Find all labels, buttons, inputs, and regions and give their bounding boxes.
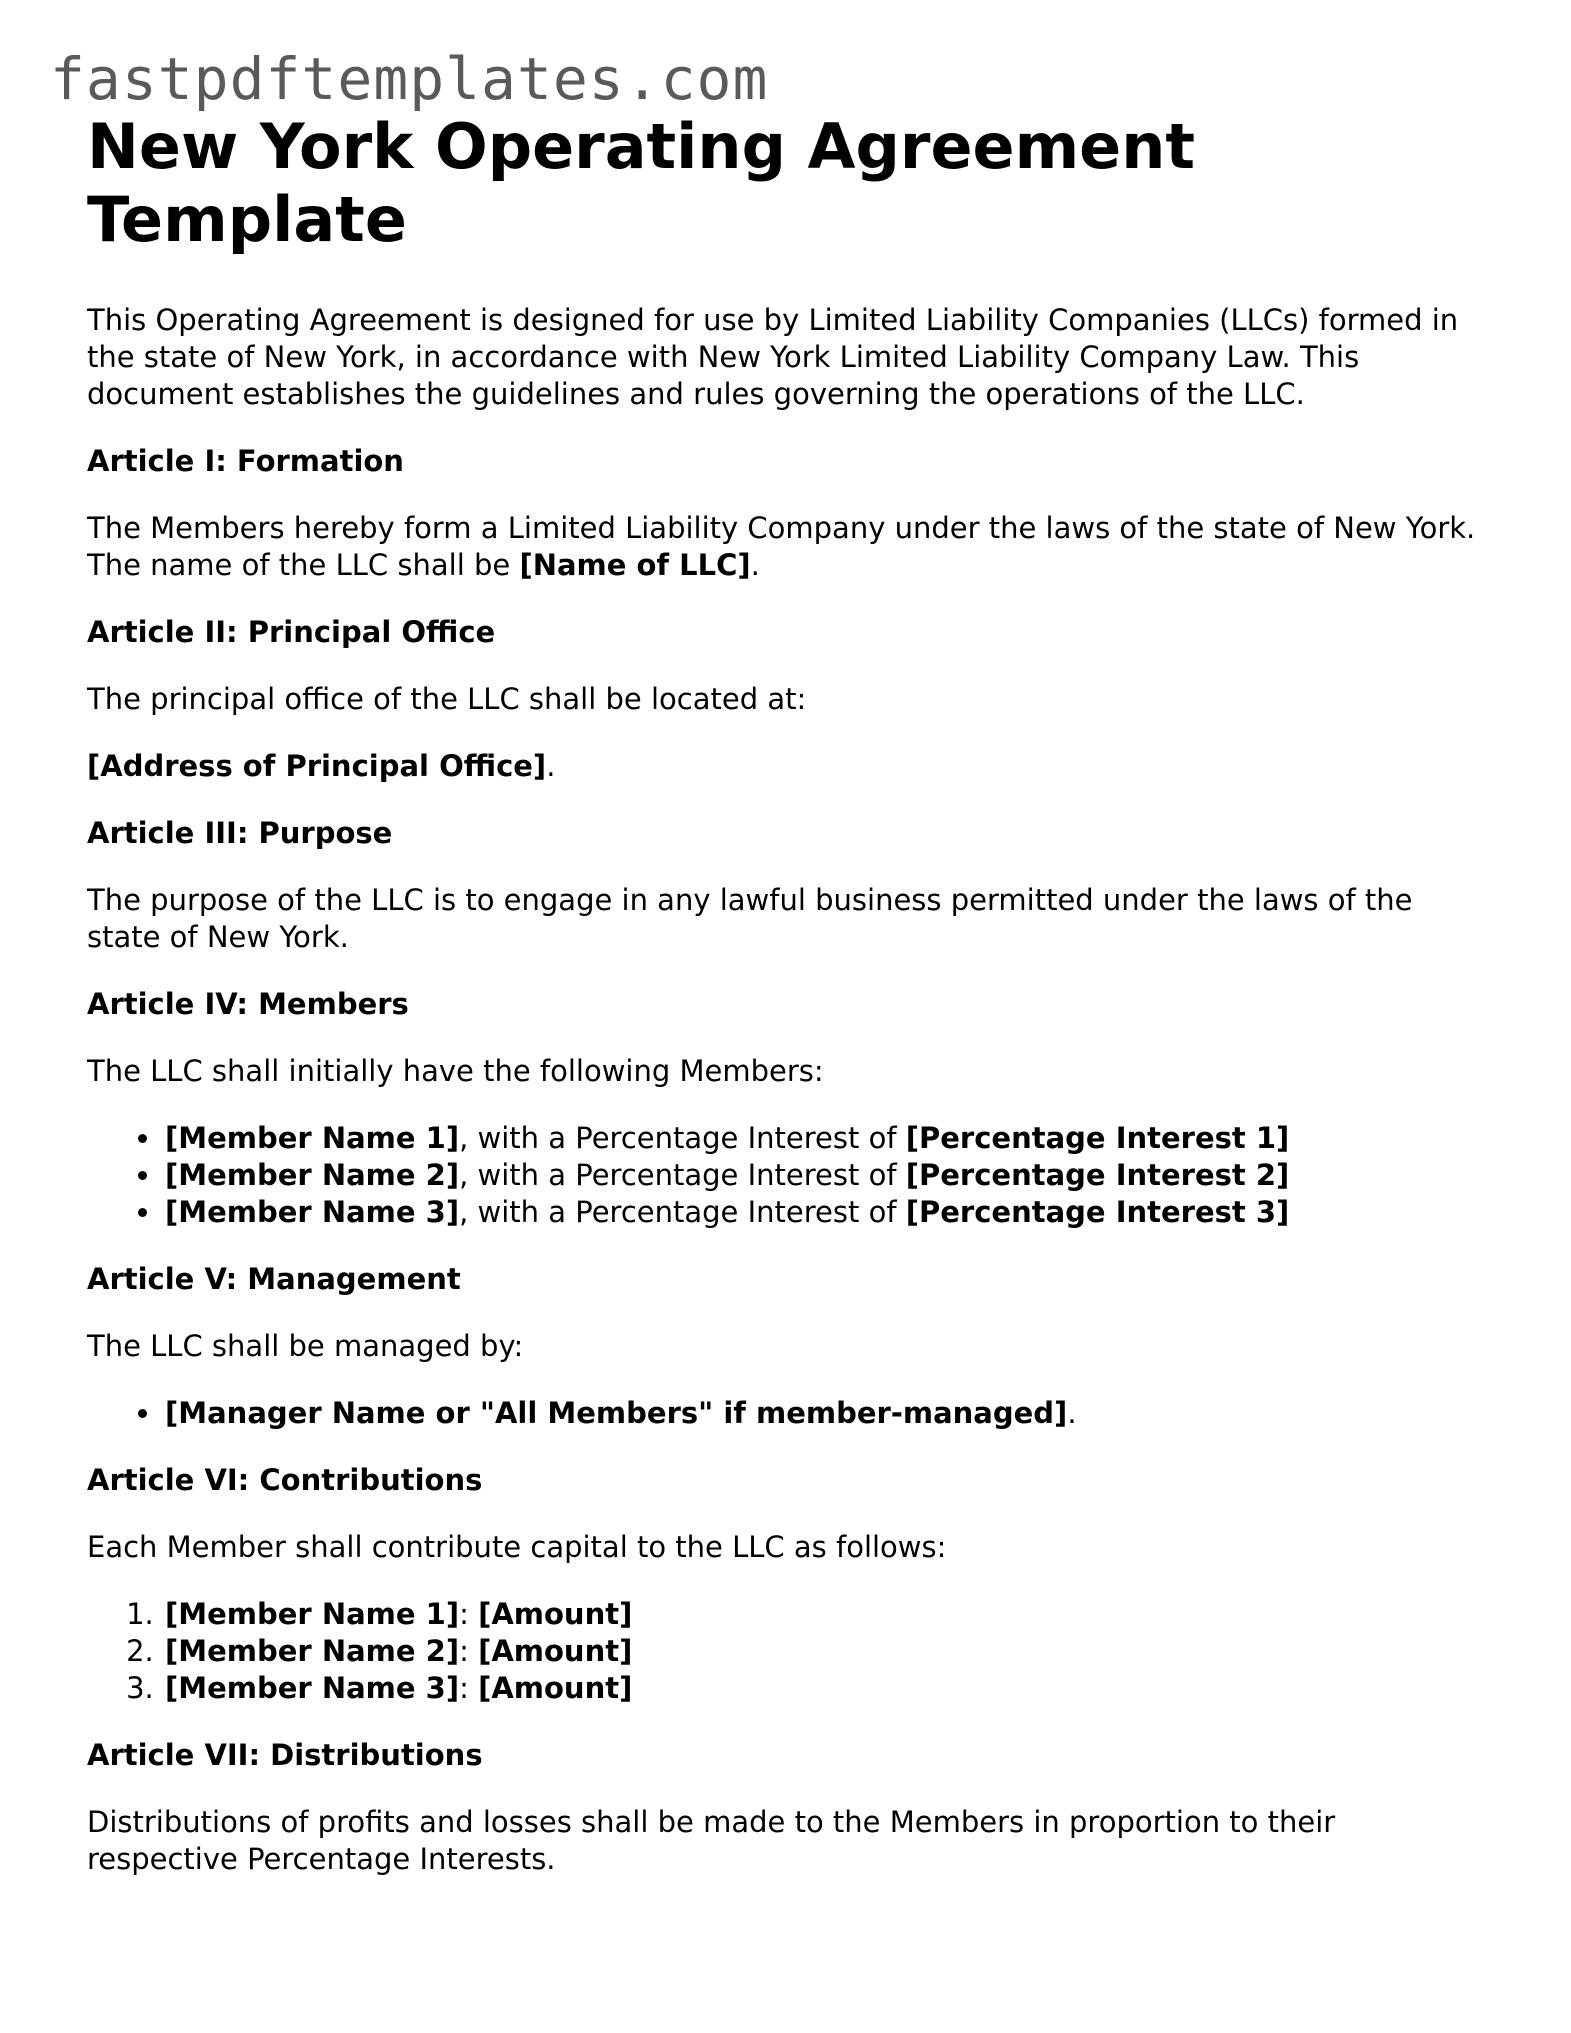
article-6-heading: Article VI: Contributions (87, 1463, 483, 1497)
percentage-interest-field: [Percentage Interest 2] (905, 1158, 1290, 1192)
article-1-heading: Article I: Formation (87, 444, 404, 478)
amount-field: [Amount] (478, 1597, 633, 1631)
article-2-heading: Article II: Principal Office (87, 615, 496, 649)
article-1-body: The Members hereby form a Limited Liability Company under the laws of the state of New York. The name of the LLC shall be (87, 511, 1476, 582)
member-name-field: [Member Name 2] (165, 1158, 460, 1192)
amount-field: [Amount] (478, 1671, 633, 1705)
document-body (87, 110, 1487, 1908)
list-item (163, 1194, 1487, 1231)
llc-name-field: [Name of LLC] (519, 548, 751, 582)
article-5-text: The LLC shall be managed by: (87, 1329, 524, 1363)
list-separator: : (459, 1634, 479, 1668)
member-name-field: [Member Name 3] (165, 1671, 460, 1705)
article-1-text (87, 510, 1487, 584)
list-item (163, 1120, 1487, 1157)
article-7-heading: Article VII: Distributions (87, 1738, 483, 1772)
list-item (163, 1633, 1487, 1670)
management-list (87, 1395, 1487, 1432)
article-3-heading: Article III: Purpose (87, 816, 393, 850)
article-6-text: Each Member shall contribute capital to the LLC as follows: (87, 1530, 947, 1564)
article-4-heading: Article IV: Members (87, 987, 409, 1021)
percentage-interest-field: [Percentage Interest 1] (905, 1121, 1290, 1155)
page-title: New York Operating Agreement Template (87, 110, 1196, 256)
article-5-heading: Article V: Management (87, 1262, 461, 1296)
list-connector: , with a Percentage Interest of (459, 1121, 906, 1155)
member-name-field: [Member Name 3] (165, 1195, 460, 1229)
member-name-field: [Member Name 1] (165, 1121, 460, 1155)
article-7-text: Distributions of profits and losses shall be made to the Members in proportion to their respective Percentage Interests. (87, 1805, 1336, 1876)
punctuation: . (750, 548, 760, 582)
member-name-field: [Member Name 1] (165, 1597, 460, 1631)
article-2-text: The principal office of the LLC shall be located at: (87, 682, 807, 716)
list-separator: : (459, 1671, 479, 1705)
member-name-field: [Member Name 2] (165, 1634, 460, 1668)
intro-paragraph: This Operating Agreement is designed for use by Limited Liability Companies (LLCs) formed in the state of New York, in accordance with New York Limited Liability Company Law. This document establishes the guidelines and rules governing the operations of the LLC. (87, 303, 1459, 411)
list-separator: : (459, 1597, 479, 1631)
watermark: fastpdftemplates.com (50, 45, 769, 113)
punctuation: . (1067, 1396, 1077, 1430)
list-item (163, 1596, 1487, 1633)
punctuation: . (546, 749, 556, 783)
list-item (163, 1670, 1487, 1707)
list-connector: , with a Percentage Interest of (459, 1158, 906, 1192)
article-2-address (87, 748, 1487, 785)
principal-office-field: [Address of Principal Office] (87, 749, 547, 783)
percentage-interest-field: [Percentage Interest 3] (905, 1195, 1290, 1229)
members-list (87, 1120, 1487, 1231)
article-4-text: The LLC shall initially have the following Members: (87, 1054, 824, 1088)
list-item (163, 1395, 1487, 1432)
article-3-text: The purpose of the LLC is to engage in any lawful business permitted under the laws of the state of New York. (87, 883, 1413, 954)
amount-field: [Amount] (478, 1634, 633, 1668)
list-connector: , with a Percentage Interest of (459, 1195, 906, 1229)
list-item (163, 1157, 1487, 1194)
manager-name-field: [Manager Name or "All Members" if member-managed] (165, 1396, 1068, 1430)
contributions-list (87, 1596, 1487, 1707)
